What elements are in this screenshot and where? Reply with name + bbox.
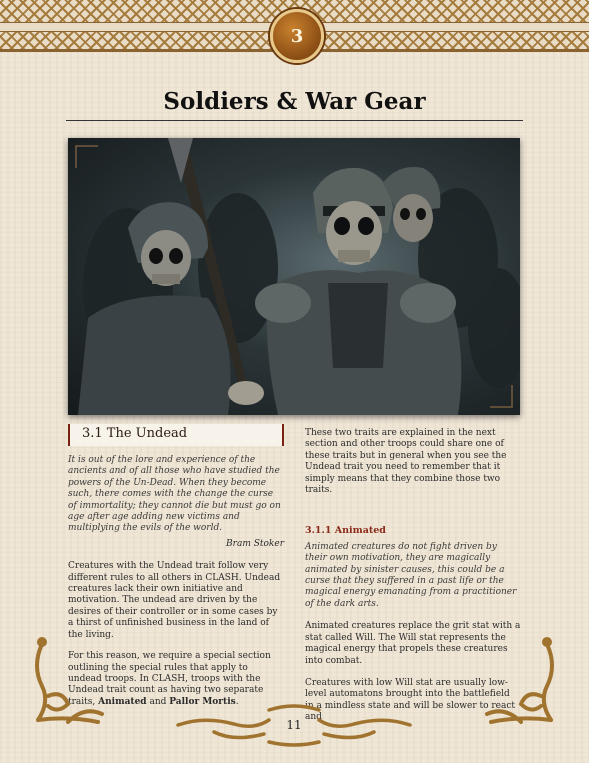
paragraph: Creatures with the Undead trait follow very different rules to all others in CLASH. Undead creatures lack their own initiative and motivation. The undead are driven by the desires of their controller or in some cases by a thirst of unfinished business in the land of the living. — [68, 561, 281, 640]
trait-pallor-mortis: Pallor Mortis — [169, 696, 236, 707]
paragraph: For this reason, we require a special section outlining the special rules that apply to undead troops. In CLASH, troops with the Undead trait count as having two separate traits, Animated and Pallor Mortis. — [68, 651, 271, 707]
bottom-right-corner-ornament — [461, 636, 561, 736]
paragraph: Animated creatures replace the grit stat with a stat called Will. The Will stat represents the magical energy that propels these creatures into combat. — [305, 621, 521, 666]
subsection-heading: 3.1.1 Animated — [305, 525, 386, 537]
trait-animated: Animated — [98, 696, 147, 707]
quote-author: Bram Stoker — [226, 538, 284, 549]
chapter-medallion — [270, 9, 324, 63]
italic-paragraph: Animated creatures do not fight driven by their own motivation, they are magically animated by sinister causes, this could be a curse that they suffered in a past life or the magical energy emanating from a practitioner of the dark arts. — [305, 541, 517, 609]
paragraph: These two traits are explained in the next section and other troops could share one of these traits but in general when you see the Undead trait you need to remember that it simply means that they combine those two traits. — [305, 428, 507, 496]
bottom-left-corner-ornament — [28, 636, 128, 736]
chapter-number: 3 — [290, 25, 304, 47]
hero-image — [68, 138, 520, 415]
page-title: Soldiers & War Gear — [163, 88, 426, 115]
section-heading-box — [68, 424, 284, 446]
paragraph: Creatures with low Will stat are usually low-level automatons brought into the battlefield in a mindless state and will be slower to react and — [305, 677, 516, 723]
section-heading: 3.1 The Undead — [82, 426, 188, 441]
epigraph-quote: It is out of the lore and experience of the ancients and of all those who have studied the powers of the Un-Dead. When they become such, there comes with the change the curse of immortality; they cannot die but must go on age after age adding new victims and multiplying the evils of the world. — [68, 455, 281, 534]
title-divider — [66, 120, 523, 121]
page-number: 11 — [286, 718, 302, 732]
